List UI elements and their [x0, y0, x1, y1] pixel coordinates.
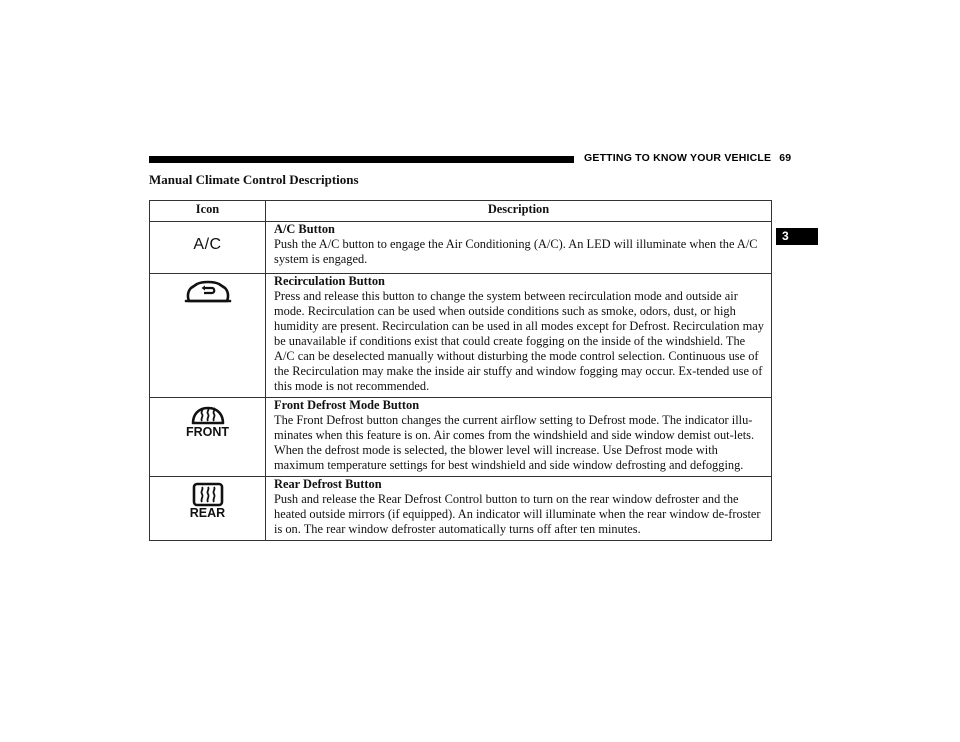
row-title: Rear Defrost Button	[274, 477, 382, 491]
icon-cell	[150, 398, 266, 477]
header-section-title: GETTING TO KNOW YOUR VEHICLE	[584, 152, 772, 164]
column-header-icon: Icon	[150, 201, 266, 222]
row-description: Push the A/C button to engage the Air Conditioning (A/C). An LED will illuminate when the A/C system is engaged.	[274, 237, 758, 266]
page-number: 69	[779, 152, 792, 164]
table-row	[150, 222, 772, 274]
column-header-description: Description	[266, 201, 772, 222]
front-defrost-icon	[190, 403, 226, 427]
table-row	[150, 274, 772, 398]
ac-text-icon: A/C	[193, 236, 222, 253]
table-row	[150, 398, 772, 477]
row-title: A/C Button	[274, 222, 335, 236]
description-cell	[266, 398, 772, 477]
row-title: Front Defrost Mode Button	[274, 398, 420, 412]
climate-control-table	[149, 200, 772, 541]
table-row	[150, 477, 772, 541]
description-cell	[266, 222, 772, 274]
running-header	[584, 152, 791, 164]
rear-defrost-icon	[190, 482, 226, 508]
icon-cell	[150, 222, 266, 274]
row-description: Push and release the Rear Defrost Control button to turn on the rear window defroster and the heated outside mirrors (if equipped). An indicator will illuminate when the rear window de-froster is on. The rear window defroster automatically turns off after ten minutes.	[274, 492, 761, 536]
row-description: Press and release this button to change the system between recirculation mode and outside air mode. Recirculation can be used when outside conditions such as smoke, odors, dust, or high humidity are present. Recirculation can be used in all modes except for Defrost. Recirculation may be unavailable if conditions exist that could create fogging on the inside of the windshield. The A/C can be deselected manually without disturbing the mode control selection. Continuous use of the Recirculation may make the inside air stuffy and window fogging may occur. Ex-tended use of this mode is not recommended.	[274, 289, 764, 393]
header-rule	[149, 156, 574, 163]
recirculation-icon	[183, 279, 233, 309]
description-cell	[266, 274, 772, 398]
section-title: Manual Climate Control Descriptions	[149, 172, 359, 187]
chapter-tab: 3	[776, 228, 818, 245]
icon-label: FRONT	[185, 425, 230, 439]
icon-cell	[150, 477, 266, 541]
icon-cell	[150, 274, 266, 398]
row-description: The Front Defrost button changes the current airflow setting to Defrost mode. The indicator illu-minates when this feature is on. Air comes from the windshield and side window demist out-lets. When the defrost mode is selected, the blower level will increase. Use Defrost mode with maximum temperature settings for best windshield and side window defrosting and defogging.	[274, 413, 755, 472]
description-cell	[266, 477, 772, 541]
icon-label: REAR	[189, 506, 226, 520]
table-header-row	[150, 201, 772, 222]
row-title: Recirculation Button	[274, 274, 385, 288]
